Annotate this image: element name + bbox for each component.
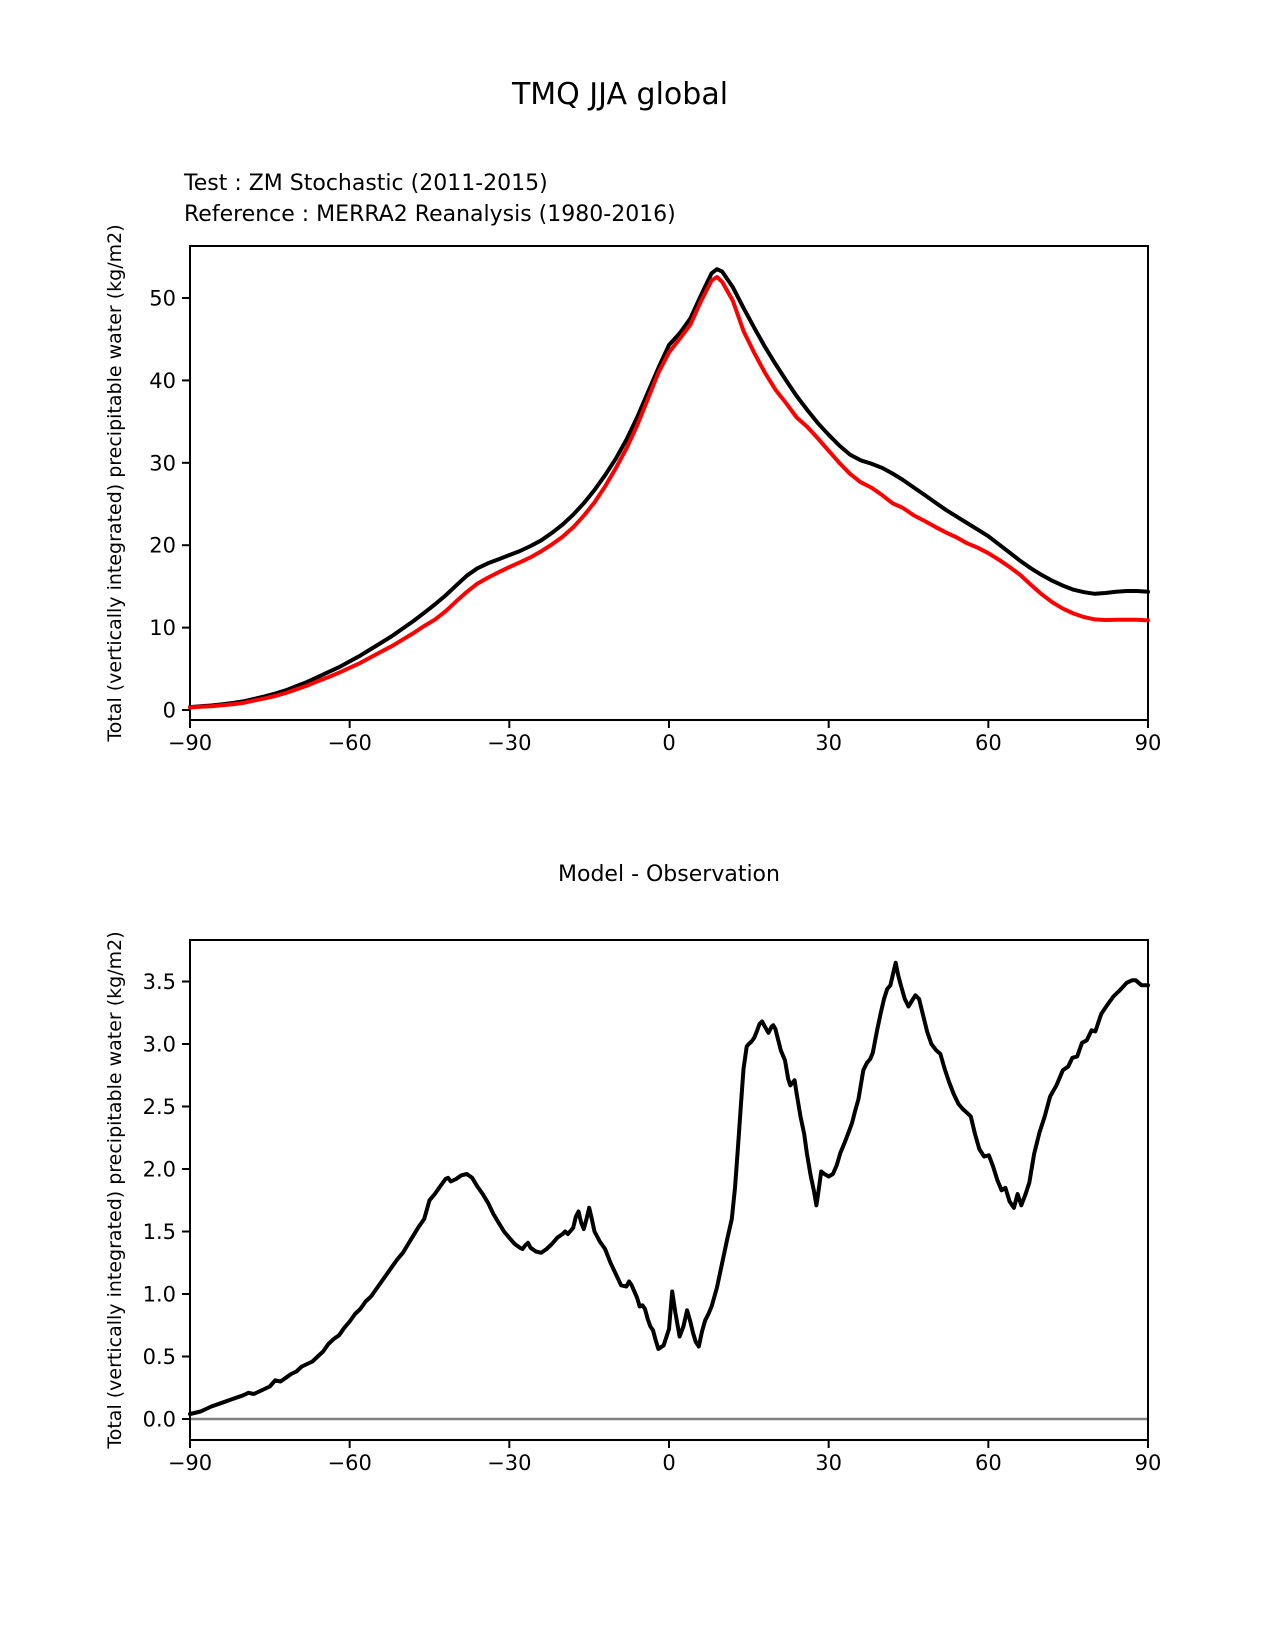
x-tick-label: 60 xyxy=(974,731,1002,755)
x-tick-label: 90 xyxy=(1134,731,1162,755)
y-tick-label: 2.5 xyxy=(142,1095,176,1119)
x-tick-label: −90 xyxy=(167,1451,213,1475)
bottom-plot-area xyxy=(143,940,1162,1475)
x-tick-label: 0 xyxy=(662,731,676,755)
x-tick-label: 60 xyxy=(974,1451,1002,1475)
y-tick-label: 3.0 xyxy=(142,1032,176,1057)
y-tick-label: 20 xyxy=(149,533,176,558)
y-tick-label: 0 xyxy=(162,698,176,723)
x-tick-label: 90 xyxy=(1134,1451,1162,1475)
plot-frame xyxy=(190,246,1148,720)
top-plot-area xyxy=(149,246,1161,755)
x-tick-label: −90 xyxy=(167,731,213,755)
x-tick-label: −30 xyxy=(487,1451,532,1475)
x-tick-label: −60 xyxy=(327,1451,372,1475)
y-tick-label: 1.0 xyxy=(142,1282,176,1307)
x-tick-label: 30 xyxy=(815,1451,843,1475)
x-tick-label: 0 xyxy=(662,1451,676,1475)
bottom-plot-title: Model - Observation xyxy=(558,862,780,887)
x-tick-label: −60 xyxy=(327,731,372,755)
y-tick-label: 2.0 xyxy=(142,1157,176,1182)
series-curve-1 xyxy=(190,277,1148,708)
top-y-axis-label: Total (vertically integrated) precipitable water (kg/m2) xyxy=(104,224,126,742)
legend-reference-label: Reference : MERRA2 Reanalysis (1980-2016) xyxy=(184,202,676,227)
figure-title: TMQ JJA global xyxy=(511,77,729,112)
y-tick-label: 10 xyxy=(149,616,176,641)
series-curve-0 xyxy=(190,963,1148,1414)
y-tick-label: 1.5 xyxy=(142,1220,176,1244)
y-tick-label: 0.5 xyxy=(142,1345,176,1369)
y-tick-label: 3.5 xyxy=(142,970,176,994)
y-tick-label: 50 xyxy=(149,286,176,311)
legend-test-label: Test : ZM Stochastic (2011-2015) xyxy=(184,171,548,196)
bottom-y-axis-label: Total (vertically integrated) precipitable water (kg/m2) xyxy=(104,931,126,1449)
x-tick-label: 30 xyxy=(815,731,843,755)
y-tick-label: 30 xyxy=(149,451,176,476)
y-tick-label: 0.0 xyxy=(142,1407,176,1432)
series-curve-0 xyxy=(190,269,1148,707)
x-tick-label: −30 xyxy=(487,731,532,755)
y-tick-label: 40 xyxy=(149,368,176,393)
